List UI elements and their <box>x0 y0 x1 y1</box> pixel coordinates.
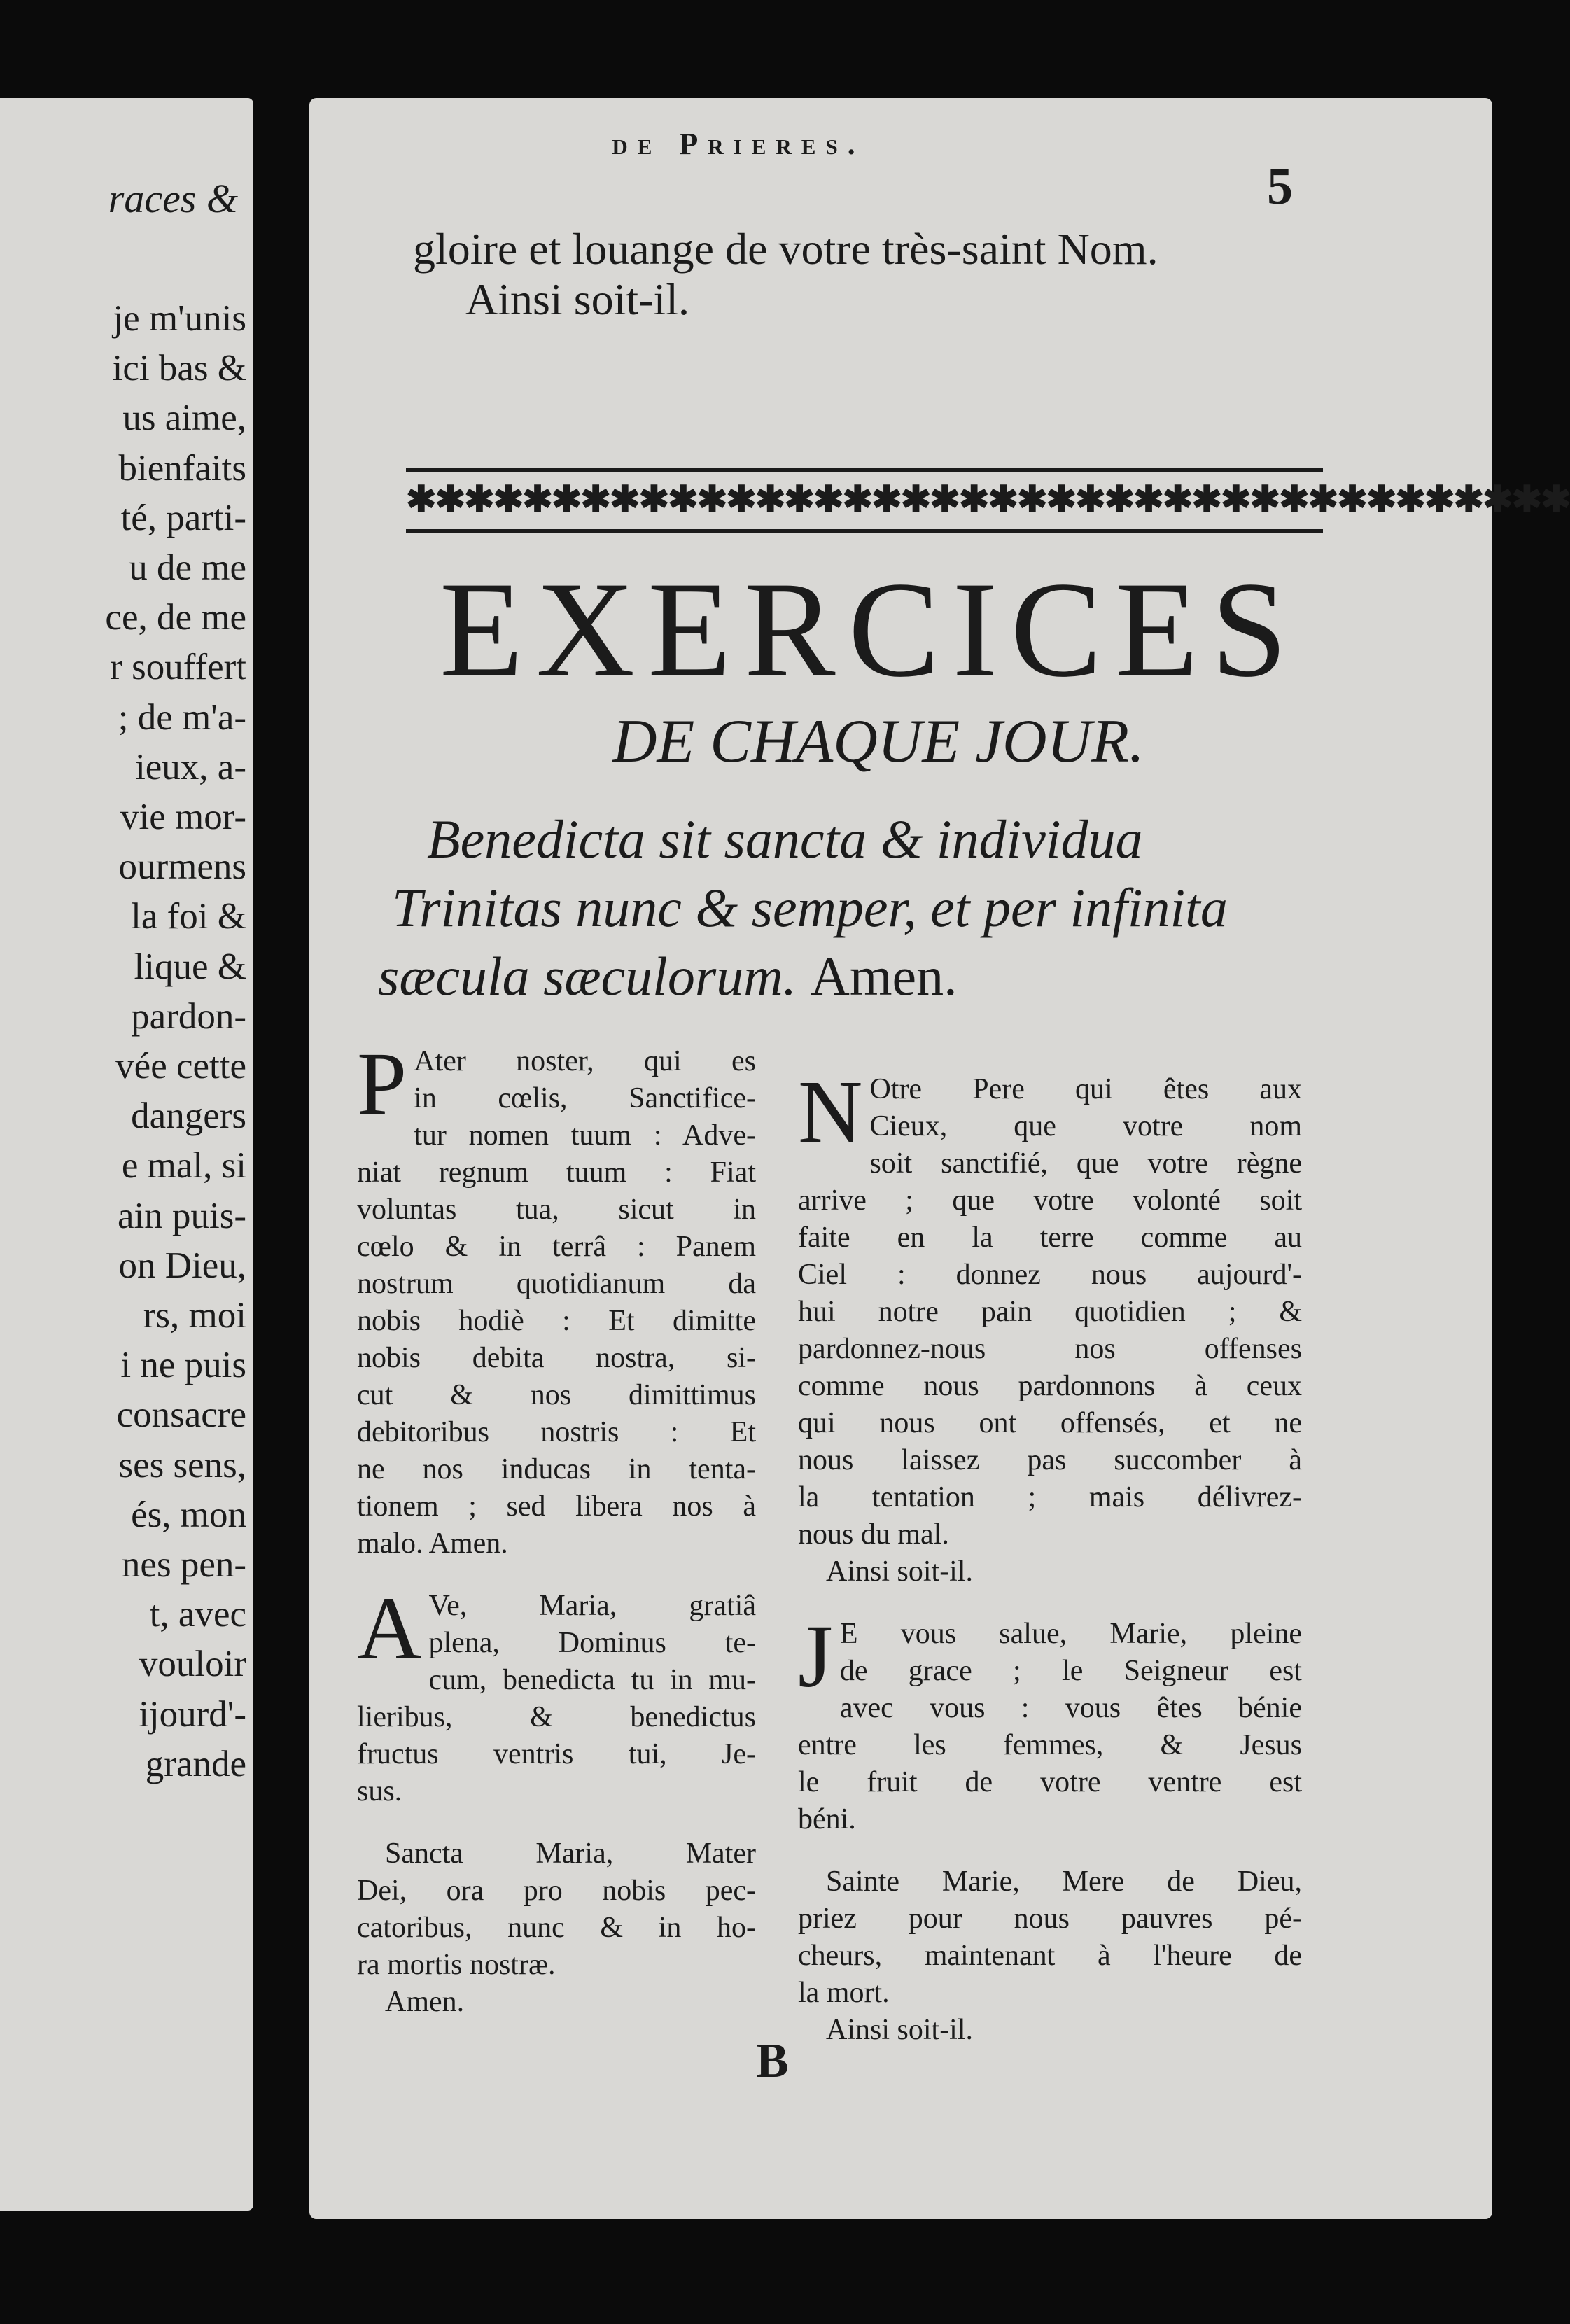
invocation-line-text: sæcula sæculorum. <box>378 946 797 1007</box>
text-line: Otre Pere qui êtes aux <box>869 1073 1302 1105</box>
text-line: nobis hodiè : Et dimitte <box>357 1305 756 1337</box>
text-line: tur nomen tuum : Adve- <box>414 1119 756 1152</box>
text-line: ; de m'a- <box>118 696 246 738</box>
sancta-maria <box>357 1835 756 2021</box>
latin-column <box>357 1034 756 2046</box>
text-line: nous du mal. <box>798 1518 949 1550</box>
text-line: vée cette <box>115 1046 246 1087</box>
rule-bottom <box>406 529 1323 533</box>
invocation-line: Benedicta sit sancta & individua <box>427 808 1143 869</box>
text-line: us aime, <box>122 398 246 439</box>
closing-line: Ainsi soit-il. <box>826 2014 974 2046</box>
text-line: cum, benedicta tu in mu- <box>428 1664 756 1696</box>
text-line: E vous salue, Marie, pleine <box>839 1618 1302 1650</box>
text-line: cheurs, maintenant à l'heure de <box>798 1940 1302 1972</box>
text-line: lique & <box>134 946 246 987</box>
text-line: comme nous pardonnons à ceux <box>798 1370 1302 1402</box>
text-line: in cœlis, Sanctifice- <box>414 1082 756 1114</box>
text-line: nobis debita nostra, si- <box>357 1342 756 1374</box>
text-line: ain puis- <box>118 1195 246 1236</box>
text-line: entre les femmes, & Jesus <box>798 1729 1302 1761</box>
french-column <box>798 1062 1302 2074</box>
text-line: e mal, si <box>121 1145 246 1186</box>
text-line: vouloir <box>139 1644 246 1685</box>
ornament-band: ✱✱✱✱✱✱✱✱✱✱✱✱✱✱✱✱✱✱✱✱✱✱✱✱✱✱✱✱✱✱✱✱✱✱✱✱✱✱✱✱ <box>406 480 1570 520</box>
text-line: la tentation ; mais délivrez- <box>798 1481 1302 1513</box>
section-subtitle: DE CHAQUE JOUR. <box>612 708 1145 776</box>
text-line: priez pour nous pauvres pé- <box>798 1903 1302 1935</box>
text-line: cut & nos dimittimus <box>357 1379 756 1411</box>
text-line: u de me <box>129 547 246 589</box>
text-line: sus. <box>357 1775 402 1807</box>
notre-pere <box>798 1062 1302 1590</box>
text-line: béni. <box>798 1803 856 1835</box>
text-line: ieux, a- <box>135 746 246 788</box>
text-line: lieribus, & benedictus <box>357 1701 756 1733</box>
text-line: pardonnez-nous nos offenses <box>798 1333 1302 1365</box>
text-line: pardon- <box>131 995 246 1037</box>
rule-top <box>406 468 1323 472</box>
text-line: malo. Amen. <box>357 1527 508 1560</box>
text-line: faite en la terre comme au <box>798 1222 1302 1254</box>
signature-mark: B <box>756 2034 789 2088</box>
sainte-marie <box>798 1863 1302 2049</box>
text-line: nostrum quotidianum da <box>357 1268 756 1300</box>
text-line: vie mor- <box>120 797 246 838</box>
text-line: Ciel : donnez nous aujourd'- <box>798 1259 1302 1291</box>
text-line: je m'unis <box>113 298 246 339</box>
text-line: té, parti- <box>120 497 246 538</box>
text-line: Sainte Marie, Mere de Dieu, <box>826 1865 1302 1898</box>
invocation-amen: Amen. <box>810 946 958 1007</box>
closing-amen: Amen. <box>385 1986 465 2018</box>
text-line: i ne puis <box>120 1345 246 1386</box>
text-line: voluntas tua, sicut in <box>357 1194 756 1226</box>
section-title: EXERCICES <box>439 554 1301 706</box>
text-line: avec vous : vous êtes bénie <box>839 1692 1302 1724</box>
text-line: de grace ; le Seigneur est <box>839 1655 1302 1687</box>
text-line: cœlo & in terrâ : Panem <box>357 1231 756 1263</box>
text-line: grande <box>145 1743 246 1784</box>
text-line: nous laissez pas succomber à <box>798 1444 1302 1476</box>
carry-over-text <box>413 224 1323 325</box>
text-line: ici bas & <box>112 348 246 389</box>
text-line: Dei, ora pro nobis pec- <box>357 1875 756 1907</box>
text-line: ourmens <box>118 846 246 888</box>
text-line: Sancta Maria, Mater <box>385 1837 756 1870</box>
text-line: ijourd'- <box>139 1693 246 1735</box>
dropcap: N <box>798 1062 863 1161</box>
je-vous-salue <box>798 1606 1302 1838</box>
text-line: ce, de me <box>105 597 246 638</box>
text-line: t, avec <box>149 1594 246 1635</box>
text-line: nes pen- <box>121 1544 246 1586</box>
text-line: Ve, Maria, gratiâ <box>428 1590 756 1622</box>
text-line: on Dieu, <box>118 1245 246 1286</box>
text-line: ne nos inducas in tenta- <box>357 1453 756 1485</box>
text-line: catoribus, nunc & in ho- <box>357 1912 756 1944</box>
text-line: r souffert <box>110 647 246 688</box>
text-line: hui notre pain quotidien ; & <box>798 1296 1302 1328</box>
text-line: la foi & <box>131 896 246 937</box>
text-line: niat regnum tuum : Fiat <box>357 1156 756 1189</box>
text-line: consacre <box>116 1394 246 1436</box>
text-line: arrive ; que votre volonté soit <box>798 1184 1302 1217</box>
left-page-heading: races & <box>108 176 238 221</box>
text-line: dangers <box>131 1096 246 1137</box>
closing-line: Ainsi soit-il. <box>826 1555 974 1588</box>
text-line: qui nous ont offensés, et ne <box>798 1407 1302 1439</box>
text-line: és, mon <box>131 1494 246 1535</box>
pater-noster <box>357 1034 756 1562</box>
dropcap: J <box>798 1606 833 1706</box>
invocation-line <box>378 942 1330 1011</box>
page-number: 5 <box>1267 158 1293 216</box>
text-line: ses sens, <box>118 1444 246 1485</box>
text-line: gloire et louange de votre très-saint Nom. <box>413 224 1158 274</box>
dropcap: P <box>357 1034 407 1133</box>
running-head: de Prieres. <box>612 127 865 161</box>
invocation <box>378 805 1330 1011</box>
text-line: le fruit de votre ventre est <box>798 1766 1302 1798</box>
text-line: Ainsi soit-il. <box>465 274 690 324</box>
text-line: soit sanctifié, que votre règne <box>869 1147 1302 1180</box>
text-line: debitoribus nostris : Et <box>357 1416 756 1448</box>
text-line: ra mortis nostræ. <box>357 1949 556 1981</box>
text-line: tionem ; sed libera nos à <box>357 1490 756 1522</box>
ave-maria <box>357 1578 756 1810</box>
text-line: plena, Dominus te- <box>428 1627 756 1659</box>
text-line: fructus ventris tui, Je- <box>357 1738 756 1770</box>
text-line: Ater noster, qui es <box>414 1045 756 1077</box>
left-page-text <box>0 294 246 1789</box>
text-line: la mort. <box>798 1977 890 2009</box>
invocation-line: Trinitas nunc & semper, et per infinita <box>392 877 1228 938</box>
text-line: bienfaits <box>118 447 246 489</box>
text-line: Cieux, que votre nom <box>869 1110 1302 1142</box>
text-line: rs, moi <box>143 1295 246 1336</box>
dropcap: A <box>357 1578 422 1678</box>
